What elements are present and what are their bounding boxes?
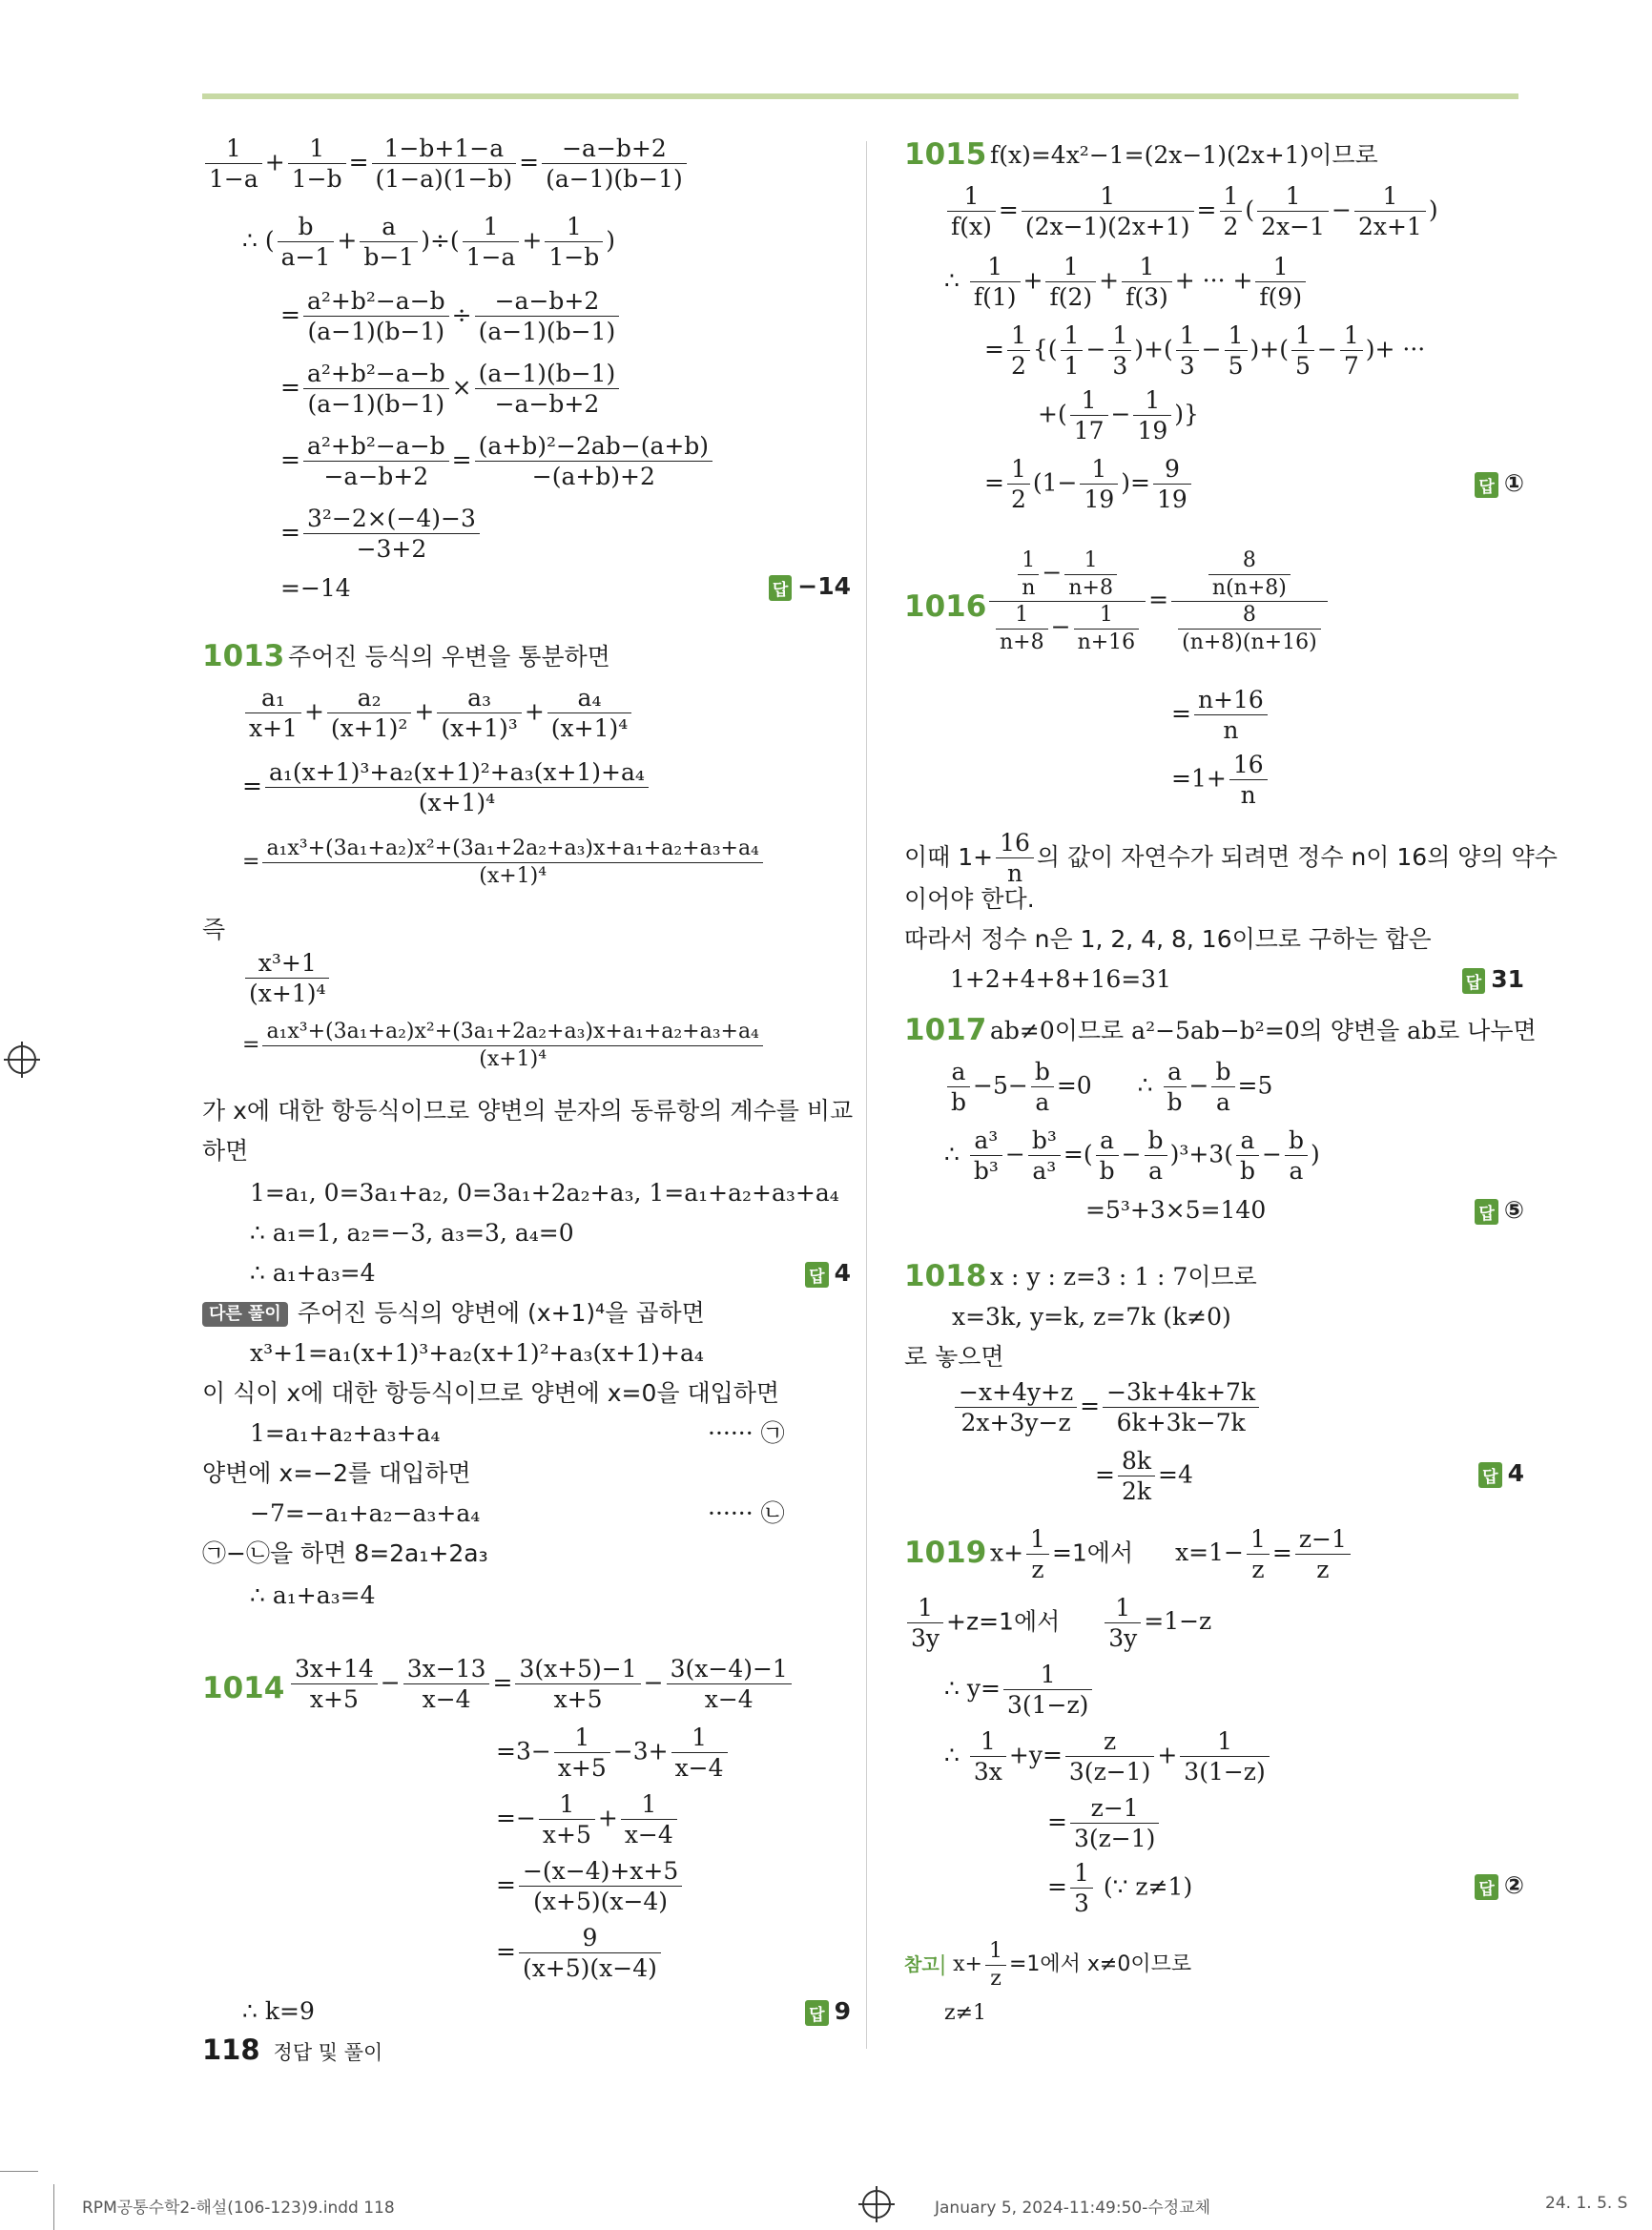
text-1013-t1: 가 x에 대한 항등식이므로 양변의 분자의 동류항의 계수를 비교	[202, 1097, 854, 1125]
eq-1012-line6: = $\frac{\text{3²−2×(−4)−3}}{-3+2}$	[280, 504, 483, 565]
problem-number-1019: 1019	[904, 1536, 987, 1570]
problem-number-1017: 1017	[904, 1013, 987, 1047]
alt-1013-line5: 양변에 x=−2를 대입하면	[202, 1459, 471, 1487]
eq-1018-line4: $\frac{-x+4y+z}{2x+3y-z}$ = $\frac{-3k+4k+7k}{6k+3k-7k}$	[952, 1377, 1262, 1438]
crop-mark	[53, 2184, 54, 2230]
eq-1013-line3: = $\frac{\text{a₁x³+(3a₁+a₂)x²+(3a₁+2a₂+a₃)x+a₁+a₂+a₃+a₄}}{\text{(x+1)⁴}}$	[242, 836, 766, 889]
intro-1018: x : y : z=3 : 1 : 7이므로	[990, 1263, 1257, 1291]
eq-1014-line3: =− $\frac{1}{x+5}$ + $\frac{1}{x-4}$	[496, 1789, 680, 1850]
answer-1015: 답 ①	[1475, 469, 1524, 498]
eq-1012-line5: = $\frac{\text{a²+b²−a−b}}{-a-b+2}$ = $\frac{\text{(a+b)²−2ab−(a+b)}}{-(a+b)+2}$	[280, 431, 715, 492]
problem-number-1018: 1018	[904, 1259, 987, 1293]
registration-mark-bottom	[862, 2190, 891, 2219]
eq-1014-line1: $\frac{3x+14}{x+5}$ − $\frac{3x-13}{x-4}$ = $\frac{3(x+5)-1}{x+5}$ − $\frac{3(x-4)-1}{x-4}$	[288, 1654, 795, 1715]
eq-1015-line2: ∴ $\frac{1}{f(1)}$ + $\frac{1}{f(2)}$ + $\frac{1}{f(3)}$ + ··· + $\frac{1}{f(9)}$	[944, 252, 1309, 313]
alt-1013-line8: ∴ a₁+a₃=4	[250, 1581, 376, 1609]
eq-1012-line3: = $\frac{\text{a²+b²−a−b}}{(a-1)(b-1)}$ ÷ $\frac{-a-b+2}{(a-1)(b-1)}$	[280, 286, 622, 347]
eq-1013-lhs: $\frac{\text{x³+1}}{\text{(x+1)⁴}}$	[242, 948, 332, 1009]
problem-number-1015: 1015	[904, 137, 987, 172]
alt-1013-line6: −7=−a₁+a₂−a₃+a₄	[250, 1499, 481, 1527]
eq-1018-line2: x=3k, y=k, z=7k (k≠0)	[952, 1303, 1231, 1331]
top-rule	[202, 93, 1518, 99]
eq-1015-line3: = $\frac{1}{2}$ {( $\frac{1}{1}$ − $\frac{1}{3}$ )+( $\frac{1}{3}$ − $\frac{1}{5}$ )+( $\frac{1}{5}$ − $\frac{1}{7}$ )+ ···	[984, 321, 1426, 381]
alt-1013-line3: 이 식이 x에 대한 항등식이므로 양변에 x=0을 대입하면	[202, 1379, 780, 1407]
eq-1012-line1: $\frac{1}{1-a}$ + $\frac{1}{1-b}$ = $\frac{1-b+1-a}{(1-a)(1-b)}$ = $\frac{-a-b+2}{(a-1)(b-1)}$	[202, 134, 690, 195]
crop-mark	[0, 2171, 38, 2172]
problem-number-1014: 1014	[202, 1671, 285, 1705]
text-1016-t1: 이때 1+ $\frac{16}{n}$ 의 값이 자연수가 되려면 정수 n이 16의 양의 약수	[904, 829, 1558, 888]
eq-1015-line1: $\frac{1}{f(x)}$ = $\frac{1}{(2x-1)(2x+1)}$ = $\frac{1}{2}$ ( $\frac{1}{2x-1}$ − $\frac{1}{2x+1}$ )	[944, 181, 1438, 242]
eq-1019-line3: ∴ y= $\frac{1}{3(1-z)}$	[944, 1660, 1095, 1721]
eq-1017-line3: =5³+3×5=140	[1085, 1196, 1267, 1224]
page-title: 정답 및 풀이	[273, 2041, 383, 2064]
text-1016-t3: 따라서 정수 n은 1, 2, 4, 8, 16이므로 구하는 합은	[904, 925, 1432, 953]
eq-1019-line1: x+ $\frac{1}{z}$ =1에서 x=1− $\frac{1}{z}$ = $\frac{z-1}{z}$	[990, 1524, 1353, 1585]
eq-1012-line7: =−14	[280, 574, 351, 602]
intro-1015: f(x)=4x²−1=(2x−1)(2x+1)이므로	[990, 141, 1378, 169]
alt-solution-tag: 다른 풀이	[202, 1302, 288, 1327]
eq-1014-k: ∴ k=9	[242, 1997, 315, 2025]
text-jeuk: 즉	[202, 916, 226, 943]
answer-1013: 답 4	[805, 1259, 851, 1288]
alt-1013-line2: x³+1=a₁(x+1)³+a₂(x+1)²+a₃(x+1)+a₄	[250, 1339, 704, 1367]
eq-1019-line4: ∴ $\frac{1}{3x}$ +y= $\frac{z}{3(z-1)}$ + $\frac{1}{3(1-z)}$	[944, 1726, 1272, 1787]
eq-1016-sum: 1+2+4+8+16=31	[950, 965, 1171, 993]
intro-1013: 주어진 등식의 우변을 통분하면	[288, 643, 610, 671]
text-1016-t2: 이어야 한다.	[904, 885, 1035, 913]
problem-number-1016: 1016	[904, 589, 987, 624]
eq-1014-line2: =3− $\frac{1}{x+5}$ −3+ $\frac{1}{x-4}$	[496, 1723, 731, 1784]
eq-1016-line3: =1+ $\frac{16}{n}$	[1171, 750, 1270, 811]
eq-1016-line1: $\frac{1}{n}$ − $\frac{1}{n+8}$ $\frac{1}{n+8}$ − $\frac{1}{n+16}$ = $\frac{\frac{8}{n(n+8)}}{\frac{8}{(n+8)(n+16)}}$	[986, 547, 1331, 655]
eq-1019-line2: $\frac{1}{3y}$ +z=1에서 $\frac{1}{3y}$ =1−z	[904, 1593, 1211, 1654]
eq-1018-line5: = $\frac{8k}{2k}$ =4	[1095, 1447, 1193, 1506]
print-date-short: 24. 1. 5. S	[1545, 2194, 1628, 2213]
eq-1012-line4: = $\frac{\text{a²+b²−a−b}}{(a-1)(b-1)}$ × $\frac{(a-1)(b-1)}{-a-b+2}$	[280, 359, 622, 420]
eq-1012-line2: ∴ ( $\frac{b}{a-1}$ + $\frac{a}{b-1}$ )÷( $\frac{1}{1-a}$ + $\frac{1}{1-b}$ )	[242, 213, 615, 272]
note-1019-line2: z≠1	[944, 2001, 987, 2025]
alt-1013-line7: ㉠−㉡을 하면 8=2a₁+2a₃	[202, 1539, 488, 1567]
text-1013-t2: 하면	[202, 1137, 249, 1165]
note-tag: 참고	[904, 1954, 940, 1975]
file-info: RPM공통수학2-해설(106-123)9.indd 118	[82, 2199, 395, 2218]
page-footer	[202, 2034, 382, 2066]
text-1018-l3: 로 놓으면	[904, 1343, 1004, 1371]
note-1019-line1: 참고| x+ $\frac{1}{z}$ =1에서 x≠0이므로	[904, 1939, 1192, 1991]
eq-1015-line4: +( $\frac{1}{17}$ − $\frac{1}{19}$ )}	[1038, 386, 1199, 445]
answer-1016: 답 31	[1462, 965, 1524, 994]
eq-1013-c1: 1=a₁, 0=3a₁+a₂, 0=3a₁+2a₂+a₃, 1=a₁+a₂+a₃+a₄	[250, 1179, 839, 1207]
eq-1013-line4: = $\frac{\text{a₁x³+(3a₁+a₂)x²+(3a₁+2a₂+a₃)x+a₁+a₂+a₃+a₄}}{\text{(x+1)⁴}}$	[242, 1019, 766, 1072]
answer-1014: 답 9	[805, 1997, 851, 2026]
eq-1017-line1: $\frac{a}{b}$ −5− $\frac{b}{a}$ =0 ∴ $\frac{a}{b}$ − $\frac{b}{a}$ =5	[944, 1057, 1272, 1118]
eq-1019-line6: = $\frac{1}{3}$ (∵ z≠1)	[1047, 1859, 1193, 1918]
problem-number-1013: 1013	[202, 639, 285, 673]
eq-1013-c2: ∴ a₁=1, a₂=−3, a₃=3, a₄=0	[250, 1219, 574, 1247]
registration-mark-left	[8, 1045, 36, 1074]
eq-1019-line5: = $\frac{z-1}{3(z-1)}$	[1047, 1793, 1162, 1854]
mark-1: ······ ㉠	[708, 1419, 785, 1447]
eq-1015-line5: = $\frac{1}{2}$ (1− $\frac{1}{19}$ )= $\frac{9}{19}$	[984, 454, 1194, 515]
answer-1017: 답 ⑤	[1475, 1196, 1524, 1225]
print-date: January 5, 2024-11:49:50-수정교체	[935, 2199, 1211, 2218]
page-number: 118	[202, 2034, 260, 2066]
eq-1016-line2: = $\frac{n+16}{n}$	[1171, 685, 1270, 746]
answer-1012: 답 −14	[769, 572, 851, 601]
eq-1014-line5: = $\frac{9}{(x+5)(x-4)}$	[496, 1923, 664, 1984]
eq-1013-line1: $\frac{\text{a₁}}{x+1}$ + $\frac{\text{a₂}}{\text{(x+1)²}}$ + $\frac{\text{a₃}}{\text{(x+1)³}}$ + $\frac{\text{a₄}}{\text{(x+1)⁴}}$	[242, 683, 634, 744]
column-divider	[866, 141, 867, 2049]
answer-1019: 답 ②	[1475, 1871, 1524, 1900]
mark-2: ······ ㉡	[708, 1499, 785, 1527]
intro-1017: ab≠0이므로 a²−5ab−b²=0의 양변을 ab로 나누면	[990, 1017, 1537, 1044]
alt-1013-line1: 다른 풀이 주어진 등식의 양변에 (x+1)⁴을 곱하면	[202, 1299, 705, 1328]
answer-1018: 답 4	[1478, 1459, 1524, 1488]
eq-1014-line4: = $\frac{-(x-4)+x+5}{(x+5)(x-4)}$	[496, 1856, 685, 1917]
eq-1013-line2: = $\frac{\text{a₁(x+1)³+a₂(x+1)²+a₃(x+1)+a₄}}{\text{(x+1)⁴}}$	[242, 757, 651, 818]
eq-1013-c3: ∴ a₁+a₃=4	[250, 1259, 376, 1287]
alt-1013-line4: 1=a₁+a₂+a₃+a₄	[250, 1419, 441, 1447]
eq-1017-line2: ∴ $\frac{\text{a³}}{\text{b³}}$ − $\frac{\text{b³}}{\text{a³}}$ =( $\frac{a}{b}$ − $\frac{b}{a}$ )³+3( $\frac{a}{b}$ − $\frac{b}{a}$ )	[944, 1126, 1320, 1186]
